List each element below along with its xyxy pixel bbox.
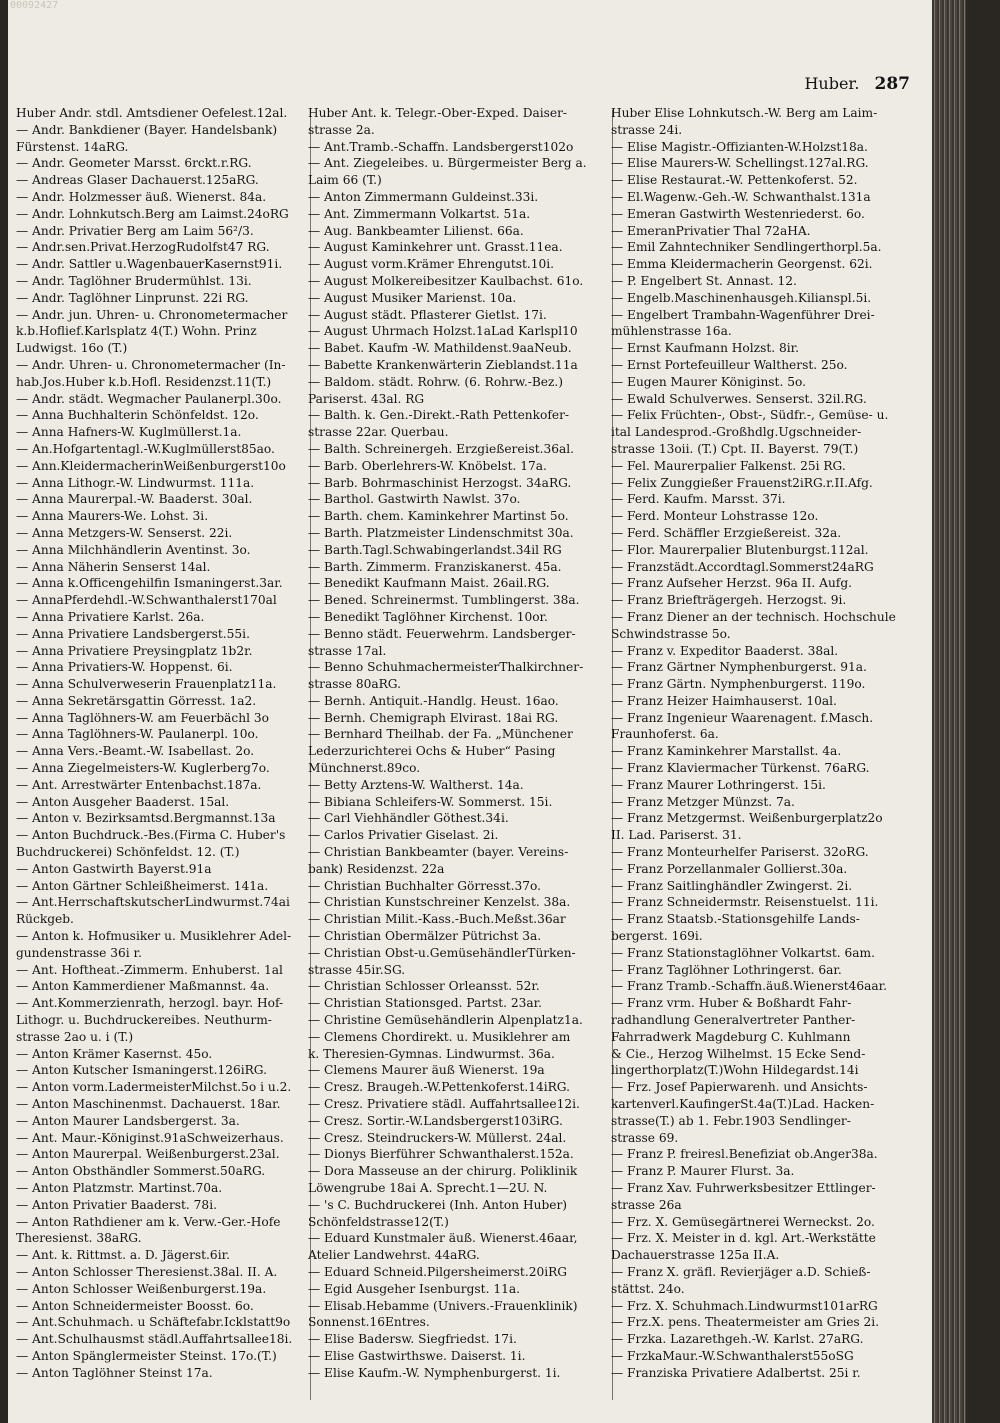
directory-entry-line: — Engelbert Trambahn-Wagenführer Drei- — [611, 307, 875, 322]
directory-entry-line: — Andr. Lohnkutsch.Berg am Laimst.24oRG — [16, 206, 289, 221]
directory-entry-line: — Felix Zunggießer Frauenst2iRG.r.II.Afg. — [611, 475, 873, 490]
directory-entry-line: — Franz Maurer Lothringerst. 15i. — [611, 777, 826, 792]
directory-entry-line: — AnnaPferdehdl.-W.Schwanthalerst170al — [16, 593, 277, 608]
directory-entry-line: — Anton v. Bezirksamtsd.Bergmannst.13a — [16, 811, 276, 826]
directory-entry-line: — Anton Privatier Baaderst. 78i. — [16, 1197, 217, 1212]
directory-entry-line: — Dionys Bierführer Schwanthalerst.152a. — [308, 1147, 574, 1162]
directory-entry-line: — Ant. Ziegeleibes. u. Bürgermeister Berg a. — [308, 156, 587, 171]
directory-entry-line: — Ann.KleidermacherinWeißenburgerst10o — [16, 458, 286, 473]
directory-entry-line: — Dora Masseuse an der chirurg. Poliklinik — [308, 1164, 578, 1179]
directory-entry-line: — Ant.Schulhausmst städl.Auffahrtsallee18i. — [16, 1332, 293, 1347]
directory-entry-line: — Franz Aufseher Herzst. 96a II. Aufg. — [611, 576, 852, 591]
directory-entry-line: — Franz P. Maurer Flurst. 3a. — [611, 1164, 795, 1179]
directory-page — [8, 0, 966, 1423]
directory-entry-line: — Christian Obermälzer Pütrichst 3a. — [308, 929, 542, 944]
running-head: Huber. — [804, 74, 860, 93]
directory-entry-line: bank) Residenzst. 22a — [308, 861, 445, 876]
directory-entry-line: — Emeran Gastwirth Westenriederst. 6o. — [611, 206, 865, 221]
directory-entry-line: Lederzurichterei Ochs & Huber“ Pasing — [308, 744, 556, 759]
directory-entry-line: — Ewald Schulverwes. Senserst. 32il.RG. — [611, 391, 867, 406]
directory-entry-line: — Ant. Hoftheat.-Zimmerm. Enhuberst. 1al — [16, 962, 283, 977]
directory-entry-line: — Balth. k. Gen.-Direkt.-Rath Pettenkofer- — [308, 408, 570, 423]
scan-id: 00092427 — [10, 0, 59, 11]
directory-entry-line: — Franz Ingenieur Waarenagent. f.Masch. — [611, 710, 874, 725]
directory-entry-line: — August Uhrmach Holzst.1aLad Karlspl10 — [308, 324, 578, 339]
directory-entry-line: — Andr.sen.Privat.HerzogRudolfst47 RG. — [16, 240, 270, 255]
directory-entry-line: Huber Ant. k. Telegr.-Ober-Exped. Daiser- — [308, 106, 568, 120]
directory-entry-line: — Anton Schlosser Theresienst.38al. II. A. — [16, 1264, 278, 1279]
directory-entry-line: — Bernh. Chemigraph Elvirast. 18ai RG. — [308, 710, 559, 725]
directory-entry-line: — Christian Obst-u.GemüsehändlerTürken- — [308, 945, 576, 960]
directory-entry-line: Theresienst. 38aRG. — [16, 1231, 142, 1246]
directory-entry-line: — Andr. Geometer Marsst. 6rckt.r.RG. — [16, 156, 252, 171]
directory-entry-line: — Anna Privatiere Landsbergerst.55i. — [16, 626, 250, 641]
directory-entry-line: — Carl Viehhändler Göthest.34i. — [308, 811, 509, 826]
directory-entry-line: — Anna Privatiere Karlst. 26a. — [16, 609, 205, 624]
directory-entry-line: — Christian Milit.-Kass.-Buch.Meßst.36ar — [308, 912, 566, 927]
directory-entry-line: strasse 26a — [611, 1197, 682, 1212]
directory-entry-line: mühlenstrasse 16a. — [611, 324, 732, 339]
directory-entry-line: — Anna Maurerpal.-W. Baaderst. 30al. — [16, 492, 253, 507]
directory-entry-line: — August Molkereibesitzer Kaulbachst. 61o. — [308, 273, 584, 288]
directory-entry-line: — August vorm.Krämer Ehrengutst.10i. — [308, 257, 555, 272]
directory-entry-line: — Franz v. Expeditor Baaderst. 38al. — [611, 643, 839, 658]
directory-entry-line: strasse 24i. — [611, 122, 683, 137]
directory-entry-line: — Carlos Privatier Giselast. 2i. — [308, 828, 499, 843]
directory-entry-line: — Franz Gärtner Nymphenburgerst. 91a. — [611, 660, 867, 675]
directory-entry-line: — Andr. Bankdiener (Bayer. Handelsbank) — [16, 122, 278, 137]
directory-entry-line: — Ferd. Schäffler Erzgießereist. 32a. — [611, 525, 842, 540]
directory-entry-line: — Anton Spänglermeister Steinst. 17o.(T.) — [16, 1348, 277, 1363]
directory-entry-line: — Franz Metzger Münzst. 7a. — [611, 794, 795, 809]
directory-entry-line: — Franz Staatsb.-Stationsgehilfe Lands- — [611, 912, 860, 927]
directory-entry-line: — 's C. Buchdruckerei (Inh. Anton Huber) — [308, 1197, 568, 1212]
page-header — [804, 74, 910, 94]
directory-entry-line: — Ant. Zimmermann Volkartst. 51a. — [308, 206, 531, 221]
directory-entry-line: — Anna Schulverweserin Frauenplatz11a. — [16, 677, 277, 692]
directory-entry-line: Fahrradwerk Magdeburg C. Kuhlmann — [611, 1029, 851, 1044]
directory-entry-line: — Egid Ausgeher Isenburgst. 11a. — [308, 1281, 520, 1296]
directory-entry-line: Dachauerstrasse 125a II.A. — [611, 1248, 780, 1263]
directory-entry-line: — Barth. chem. Kaminkehrer Martinst 5o. — [308, 509, 569, 524]
directory-entry-line: — Eugen Maurer Königinst. 5o. — [611, 374, 806, 389]
directory-entry-line: — Ferd. Monteur Lohstrasse 12o. — [611, 509, 819, 524]
directory-entry-line: — Ant. Maur.-Königinst.91aSchweizerhaus. — [16, 1130, 284, 1145]
directory-entry-line: strasse 2a. — [308, 122, 375, 137]
directory-entry-line: — El.Wagenw.-Geh.-W. Schwanthalst.131a — [611, 189, 871, 204]
directory-entry-line: — Anna Ziegelmeisters-W. Kuglerberg7o. — [16, 761, 270, 776]
directory-entry-line: — Franz vrm. Huber & Boßhardt Fahr- — [611, 996, 852, 1011]
directory-entry-line: — Anna Lithogr.-W. Lindwurmst. 111a. — [16, 475, 255, 490]
directory-entry-line: — Elise Restaurat.-W. Pettenkoferst. 52. — [611, 173, 858, 188]
directory-entry-line: — Clemens Chordirekt. u. Musiklehrer am — [308, 1029, 571, 1044]
directory-entry-line: — Franz Tramb.-Schaffn.äuß.Wienerst46aar. — [611, 979, 887, 994]
directory-entry-line: — Anna Privatiers-W. Hoppenst. 6i. — [16, 660, 233, 675]
page-number: 287 — [874, 74, 910, 94]
directory-entry-line: — Anton k. Hofmusiker u. Musiklehrer Adel- — [16, 929, 292, 944]
directory-entry-line: — Anton Buchdruck.-Bes.(Firma C. Huber's — [16, 828, 286, 843]
directory-entry-line: — Bernhard Theilhab. der Fa. „Münchener — [308, 727, 573, 742]
directory-entry-line: Sonnenst.16Entres. — [308, 1315, 430, 1330]
directory-entry-line: — Fel. Maurerpalier Falkenst. 25i RG. — [611, 458, 846, 473]
directory-entry-line: — Christian Buchhalter Görresst.37o. — [308, 878, 542, 893]
directory-entry-line: — Elise Badersw. Siegfriedst. 17i. — [308, 1332, 517, 1347]
directory-entry-line: — Frz.X. pens. Theatermeister am Gries 2i. — [611, 1315, 880, 1330]
directory-entry-line: — Engelb.Maschinenhausgeh.Kilianspl.5i. — [611, 290, 872, 305]
directory-entry-line: — Benedikt Taglöhner Kirchenst. 10or. — [308, 609, 548, 624]
directory-entry-line: lingerthorplatz(T.)Wohn Hildegardst.14i — [611, 1063, 859, 1078]
directory-entry-line: — Franz Klaviermacher Türkenst. 76aRG. — [611, 761, 870, 776]
directory-entry-line: — Benedikt Kaufmann Maist. 26ail.RG. — [308, 576, 550, 591]
directory-entry-line: strasse 13oii. (T.) Cpt. II. Bayerst. 79(T.) — [611, 441, 859, 456]
directory-entry-line: — Anna Metzgers-W. Senserst. 22i. — [16, 525, 233, 540]
directory-entry-line: — Balth. Schreinergeh. Erzgießereist.36al. — [308, 441, 575, 456]
directory-entry-line: — Anna Vers.-Beamt.-W. Isabellast. 2o. — [16, 744, 255, 759]
directory-entry-line: — Andreas Glaser Dachauerst.125aRG. — [16, 173, 259, 188]
directory-entry-line: Atelier Landwehrst. 44aRG. — [308, 1248, 480, 1263]
directory-entry-line: — Franz Gärtn. Nymphenburgerst. 119o. — [611, 677, 866, 692]
directory-entry-line: gundenstrasse 36i r. — [16, 945, 142, 960]
directory-entry-line: — Franz Taglöhner Lothringerst. 6ar. — [611, 962, 842, 977]
directory-entry-line: — August städt. Pflasterer Gietlst. 17i. — [308, 307, 547, 322]
directory-entry-line: — Cresz. Braugeh.-W.Pettenkoferst.14iRG. — [308, 1080, 570, 1095]
directory-entry-line: — Anna Taglöhners-W. Paulanerpl. 10o. — [16, 727, 259, 742]
directory-entry-line: — Franz Kaminkehrer Marstallst. 4a. — [611, 744, 842, 759]
directory-entry-line: — Eduard Schneid.Pilgersheimerst.20iRG — [308, 1264, 568, 1279]
directory-entry-line: Lithogr. u. Buchdruckereibes. Neuthurm- — [16, 1013, 272, 1028]
directory-entry-line: — Betty Arztens-W. Waltherst. 14a. — [308, 777, 524, 792]
directory-entry-line: Schönfeldstrasse12(T.) — [308, 1214, 449, 1229]
directory-entry-line: — Anton Maurerpal. Weißenburgerst.23al. — [16, 1147, 280, 1162]
directory-entry-line: — Anton Taglöhner Steinst 17a. — [16, 1365, 213, 1380]
directory-entry-line: — Barb. Oberlehrers-W. Knöbelst. 17a. — [308, 458, 547, 473]
directory-entry-line: — August Musiker Marienst. 10a. — [308, 290, 517, 305]
directory-entry-line: hab.Jos.Huber k.b.Hofl. Residenzst.11(T.) — [16, 374, 272, 389]
directory-entry-line: — P. Engelbert St. Annast. 12. — [611, 273, 797, 288]
directory-entry-line: — Ant.Kommerzienrath, herzogl. bayr. Hof- — [16, 996, 284, 1011]
directory-entry-line: bergerst. 169i. — [611, 929, 703, 944]
directory-entry-line: — Anton Kammerdiener Maßmannst. 4a. — [16, 979, 270, 994]
directory-entry-line: Schwindstrasse 5o. — [611, 626, 731, 641]
directory-entry-line: Fraunhoferst. 6a. — [611, 727, 719, 742]
directory-entry-line: radhandlung Generalvertreter Panther- — [611, 1013, 856, 1028]
directory-entry-line: — Franz Saitlinghändler Zwingerst. 2i. — [611, 878, 853, 893]
directory-entry-line: — Anna Milchhändlerin Aventinst. 3o. — [16, 542, 251, 557]
directory-entry-line: ital Landesprod.-Großhdlg.Ugschneider- — [611, 425, 862, 440]
directory-entry-line: Buchdruckerei) Schönfeldst. 12. (T.) — [16, 845, 240, 860]
directory-entry-line: — Anton Rathdiener am k. Verw.-Ger.-Hofe — [16, 1214, 281, 1229]
directory-entry-line: — Anton Zimmermann Guldeinst.33i. — [308, 189, 539, 204]
directory-entry-line: Huber Elise Lohnkutsch.-W. Berg am Laim- — [611, 106, 878, 120]
directory-entry-line: — Franz X. gräfl. Revierjäger a.D. Schieß- — [611, 1264, 871, 1279]
column-2 — [308, 105, 608, 1405]
column-1 — [16, 105, 316, 1405]
directory-entry-line: — Bibiana Schleifers-W. Sommerst. 15i. — [308, 794, 553, 809]
directory-entry-line: — Ernst Portefeuilleur Waltherst. 25o. — [611, 357, 848, 372]
directory-entry-line: — August Kaminkehrer unt. Grasst.11ea. — [308, 240, 563, 255]
directory-entry-line: — Christian Bankbeamter (bayer. Vereins- — [308, 845, 569, 860]
directory-entry-line: strasse 17al. — [308, 643, 387, 658]
directory-entry-line: — Christian Schlosser Orleansst. 52r. — [308, 979, 540, 994]
directory-entry-line: stättst. 24o. — [611, 1281, 685, 1296]
directory-entry-line: — Anna Näherin Senserst 14al. — [16, 559, 211, 574]
directory-entry-line: — Ant. Arrestwärter Entenbachst.187a. — [16, 777, 262, 792]
directory-entry-line: — Anton Platzmstr. Martinst.70a. — [16, 1181, 223, 1195]
directory-entry-line: — Elisab.Hebamme (Univers.-Frauenklinik) — [308, 1298, 578, 1313]
directory-entry-line: — Anton Krämer Kasernst. 45o. — [16, 1046, 213, 1061]
directory-entry-line: — Andr. jun. Uhren- u. Chronometermacher — [16, 307, 288, 322]
directory-entry-line: — Anton Schneidermeister Boosst. 6o. — [16, 1298, 254, 1313]
directory-entry-line: — Franziska Privatiere Adalbertst. 25i r. — [611, 1365, 861, 1380]
directory-entry-line: — An.Hofgartentagl.-W.Kuglmüllerst85ao. — [16, 441, 275, 456]
book-page-edges — [932, 0, 966, 1423]
directory-entry-line: — Anton Ausgeher Baaderst. 15al. — [16, 794, 230, 809]
directory-entry-line: k. Theresien-Gymnas. Lindwurmst. 36a. — [308, 1046, 555, 1061]
directory-entry-line: — Eduard Kunstmaler äuß. Wienerst.46aar, — [308, 1231, 578, 1246]
directory-entry-line: — Ant. k. Rittmst. a. D. Jägerst.6ir. — [16, 1248, 230, 1263]
directory-entry-line: — Ant.Schuhmach. u Schäftefabr.Icklstatt9o — [16, 1315, 291, 1330]
directory-entry-line: — Barthol. Gastwirth Nawlst. 37o. — [308, 492, 521, 507]
directory-entry-line: — Cresz. Privatiere städl. Auffahrtsallee12i. — [308, 1097, 580, 1112]
directory-entry-line: — Anna Hafners-W. Kuglmüllerst.1a. — [16, 425, 242, 440]
directory-entry-line: — Andr. Privatier Berg am Laim 56²/3. — [16, 223, 254, 238]
directory-entry-line: — Franz P. freiresl.Benefiziat ob.Anger38a. — [611, 1147, 878, 1162]
directory-entry-line: — Cresz. Sortir.-W.Landsbergerst103iRG. — [308, 1113, 563, 1128]
directory-entry-line: — Felix Früchten-, Obst-, Südfr.-, Gemüse- u. — [611, 408, 889, 423]
directory-entry-line: strasse 45ir.SG. — [308, 962, 406, 977]
directory-entry-line: — Franz Xav. Fuhrwerksbesitzer Ettlinger- — [611, 1181, 876, 1195]
directory-entry-line: Münchnerst.89co. — [308, 761, 421, 776]
directory-entry-line: — Frzka. Lazarethgeh.-W. Karlst. 27aRG. — [611, 1332, 864, 1347]
directory-entry-line: — Anna Privatiere Preysingplatz 1b2r. — [16, 643, 253, 658]
directory-entry-line: — Anton vorm.LadermeisterMilchst.5o i u.2. — [16, 1080, 292, 1095]
directory-entry-line: — Ant.HerrschaftskutscherLindwurmst.74ai — [16, 895, 290, 910]
directory-entry-line: — Aug. Bankbeamter Lilienst. 66a. — [308, 223, 524, 238]
directory-entry-line: — Anton Maschinenmst. Dachauerst. 18ar. — [16, 1097, 281, 1112]
directory-entry-line: — Anton Gastwirth Bayerst.91a — [16, 861, 212, 876]
directory-entry-line: — Anton Schlosser Weißenburgerst.19a. — [16, 1281, 267, 1296]
directory-entry-line: — Emma Kleidermacherin Georgenst. 62i. — [611, 257, 873, 272]
directory-entry-line: — Christine Gemüsehändlerin Alpenplatz1a. — [308, 1013, 583, 1028]
directory-entry-line: — Benno städt. Feuerwehrm. Landsberger- — [308, 626, 576, 641]
directory-entry-line: strasse 80aRG. — [308, 677, 401, 692]
directory-entry-line: strasse 22ar. Querbau. — [308, 425, 449, 440]
directory-entry-line: — Andr. Sattler u.WagenbauerKasernst91i. — [16, 257, 283, 272]
directory-entry-line: — Andr. Taglöhner Linprunst. 22i RG. — [16, 290, 249, 305]
directory-entry-line: Fürstenst. 14aRG. — [16, 139, 129, 154]
directory-entry-line: — Baldom. städt. Rohrw. (6. Rohrw.-Bez.) — [308, 374, 564, 389]
directory-entry-line: — Anna Buchhalterin Schönfeldst. 12o. — [16, 408, 259, 423]
directory-entry-line: — Franz Porzellanmaler Gollierst.30a. — [611, 861, 848, 876]
directory-entry-line: — Franz Monteurhelfer Pariserst. 32oRG. — [611, 845, 869, 860]
directory-entry-line: — Elise Magistr.-Offizianten-W.Holzst18a. — [611, 139, 868, 154]
directory-entry-line: Ludwigst. 16o (T.) — [16, 341, 128, 356]
directory-entry-line: Rückgeb. — [16, 912, 74, 927]
directory-entry-line: — Barth. Platzmeister Lindenschmitst 30a. — [308, 525, 574, 540]
directory-entry-line: — Franzstädt.Accordtagl.Sommerst24aRG — [611, 559, 874, 574]
directory-entry-line: — Barth. Zimmerm. Franziskanerst. 45a. — [308, 559, 562, 574]
directory-entry-line: — Anna Taglöhners-W. am Feuerbächl 3o — [16, 710, 269, 725]
directory-entry-line: — Elise Gastwirthswe. Daiserst. 1i. — [308, 1348, 526, 1363]
directory-entry-line: — Ant.Tramb.-Schaffn. Landsbergerst102o — [308, 139, 574, 154]
column-3 — [611, 105, 911, 1405]
directory-entry-line: — Barb. Bohrmaschinist Herzogst. 34aRG. — [308, 475, 572, 490]
directory-entry-line: — Babet. Kaufm -W. Mathildenst.9aaNeub. — [308, 341, 572, 356]
directory-entry-line: — Ferd. Kaufm. Marsst. 37i. — [611, 492, 786, 507]
directory-entry-line: — Babette Krankenwärterin Zieblandst.11a — [308, 357, 578, 372]
directory-entry-line: — Franz Briefträgergeh. Herzogst. 9i. — [611, 593, 847, 608]
directory-entry-line: — Anna k.Officengehilfin Ismaningerst.3ar. — [16, 576, 283, 591]
directory-entry-line: — Franz Schneidermstr. Reisenstuelst. 11i. — [611, 895, 879, 910]
directory-entry-line: Löwengrube 18ai A. Sprecht.1—2U. N. — [308, 1181, 548, 1195]
directory-entry-line: — Benno SchuhmachermeisterThalkirchner- — [308, 660, 584, 675]
directory-entry-line: strasse 69. — [611, 1130, 679, 1145]
directory-entry-line: — Ernst Kaufmann Holzst. 8ir. — [611, 341, 799, 356]
directory-entry-line: — Flor. Maurerpalier Blutenburgst.112al. — [611, 542, 869, 557]
directory-entry-line: Laim 66 (T.) — [308, 173, 382, 188]
directory-entry-line: — Barth.Tagl.Schwabingerlandst.34il RG — [308, 542, 562, 557]
directory-entry-line: Huber Andr. stdl. Amtsdiener Oefelest.12al. — [16, 106, 288, 120]
directory-entry-line: k.b.Hoflief.Karlsplatz 4(T.) Wohn. Prinz — [16, 324, 257, 339]
directory-entry-line: — Frz. X. Meister in d. kgl. Art.-Werkstätte — [611, 1231, 876, 1246]
directory-entry-line: & Cie., Herzog Wilhelmst. 15 Ecke Send- — [611, 1046, 866, 1061]
directory-entry-line: — Franz Diener an der technisch. Hochschule — [611, 609, 896, 624]
directory-entry-line: — Frz. X. Gemüsegärtnerei Werneckst. 2o. — [611, 1214, 875, 1229]
directory-entry-line: — Anna Sekretärsgattin Görresst. 1a2. — [16, 693, 257, 708]
directory-entry-line: kartenverl.KaufingerSt.4a(T.)Lad. Hacken- — [611, 1097, 875, 1112]
directory-entry-line: — Bernh. Antiquit.-Handlg. Heust. 16ao. — [308, 693, 559, 708]
directory-entry-line: — Bened. Schreinermst. Tumblingerst. 38a. — [308, 593, 580, 608]
directory-entry-line: — Frz. Josef Papierwarenh. und Ansichts- — [611, 1080, 868, 1095]
directory-entry-line: — Franz Metzgermst. Weißenburgerplatz2o — [611, 811, 883, 826]
directory-entry-line: — Christian Kunstschreiner Kenzelst. 38a. — [308, 895, 571, 910]
directory-entry-line: Pariserst. 43al. RG — [308, 391, 425, 406]
directory-entry-line: strasse 2ao u. i (T.) — [16, 1029, 134, 1044]
directory-entry-line: — Emil Zahntechniker Sendlingerthorpl.5a. — [611, 240, 882, 255]
directory-entry-line: — Christian Stationsged. Partst. 23ar. — [308, 996, 542, 1011]
directory-entry-line: — Franz Stationstaglöhner Volkartst. 6am. — [611, 945, 875, 960]
directory-entry-line: — Andr. Uhren- u. Chronometermacher (In- — [16, 357, 286, 372]
directory-entry-line: — FrzkaMaur.-W.Schwanthalerst55oSG — [611, 1348, 854, 1363]
directory-entry-line: — Anton Obsthändler Sommerst.50aRG. — [16, 1164, 266, 1179]
directory-entry-line: — Elise Kaufm.-W. Nymphenburgerst. 1i. — [308, 1365, 561, 1380]
directory-entry-line: — Elise Maurers-W. Schellingst.127al.RG. — [611, 156, 869, 171]
directory-entry-line: — Clemens Maurer äuß Wienerst. 19a — [308, 1063, 545, 1078]
directory-entry-line: — Andr. Taglöhner Brudermühlst. 13i. — [16, 273, 252, 288]
directory-entry-line: — Frz. X. Schuhmach.Lindwurmst101arRG — [611, 1298, 878, 1313]
directory-entry-line: strasse(T.) ab 1. Febr.1903 Sendlinger- — [611, 1113, 851, 1128]
directory-entry-line: II. Lad. Pariserst. 31. — [611, 828, 742, 843]
directory-entry-line: — Franz Heizer Haimhauserst. 10al. — [611, 693, 837, 708]
directory-entry-line: — Anna Maurers-We. Lohst. 3i. — [16, 509, 209, 524]
directory-entry-line: — Anton Gärtner Schleißheimerst. 141a. — [16, 878, 269, 893]
directory-entry-line: — Andr. städt. Wegmacher Paulanerpl.30o. — [16, 391, 282, 406]
directory-entry-line: — Anton Maurer Landsbergerst. 3a. — [16, 1113, 240, 1128]
directory-entry-line: — EmeranPrivatier Thal 72aHA. — [611, 223, 811, 238]
directory-entry-line: — Cresz. Steindruckers-W. Müllerst. 24al. — [308, 1130, 567, 1145]
directory-entry-line: — Andr. Holzmesser äuß. Wienerst. 84a. — [16, 189, 267, 204]
directory-entry-line: — Anton Kutscher Ismaningerst.126iRG. — [16, 1063, 267, 1078]
